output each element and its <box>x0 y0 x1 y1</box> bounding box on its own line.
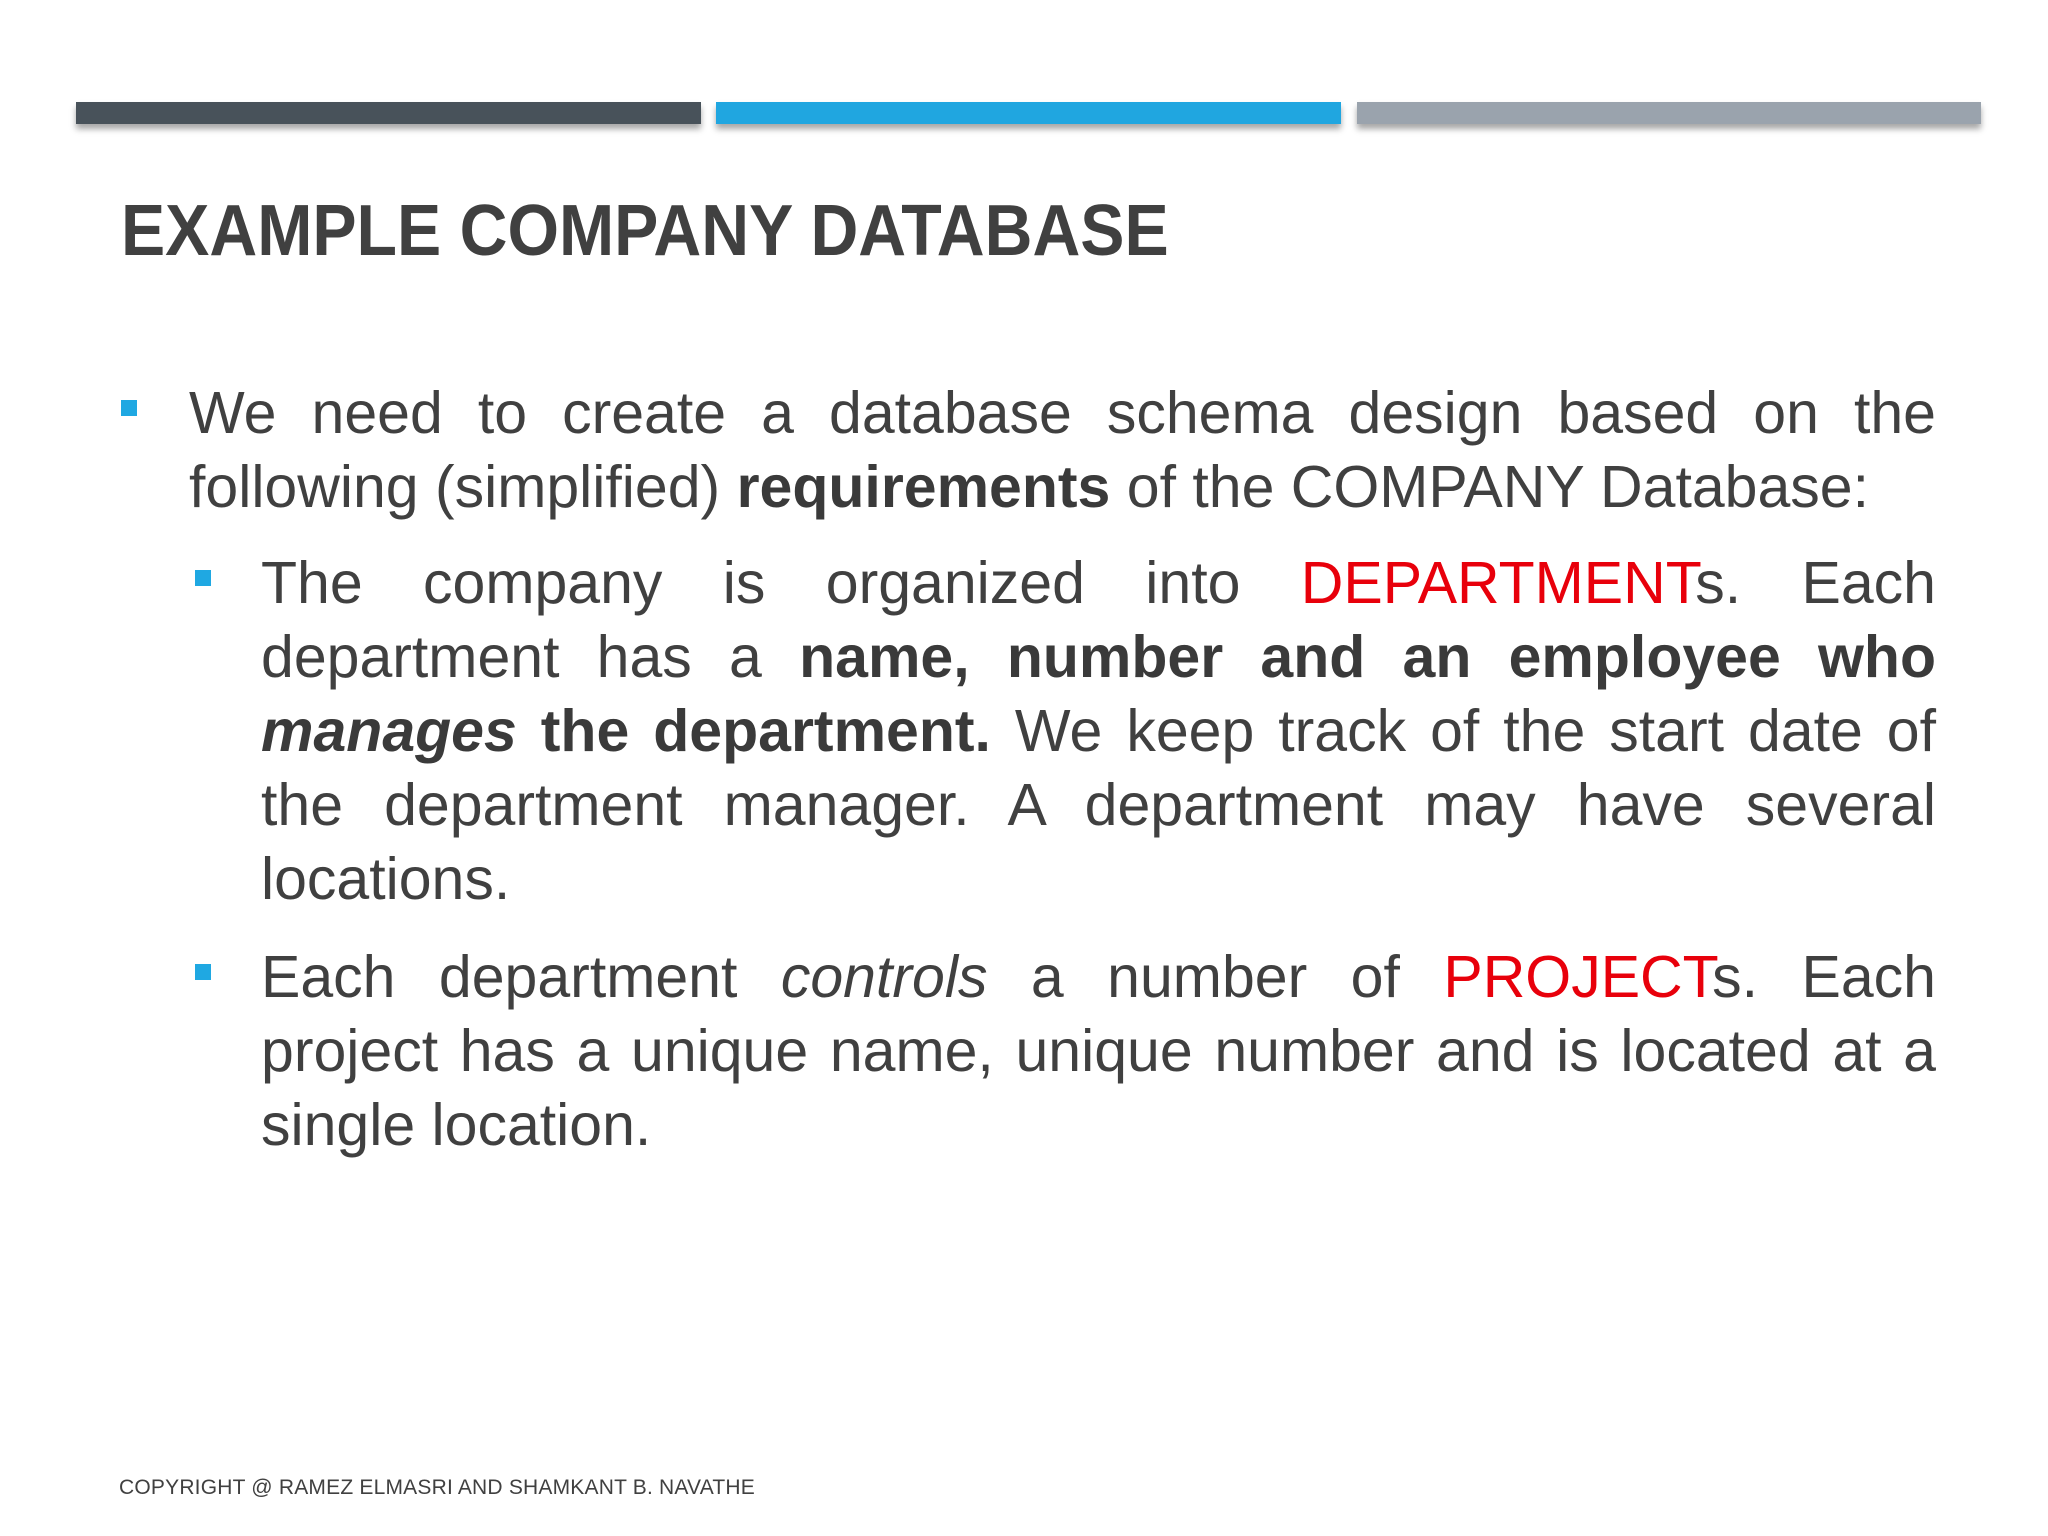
project-entity-highlight: PROJECT <box>1443 944 1713 1010</box>
footer-copyright: COPYRIGHT @ RAMEZ ELMASRI AND SHAMKANT B. NAVATHE <box>119 1476 755 1499</box>
slide-body <box>121 376 1936 1186</box>
square-bullet-icon <box>195 570 211 586</box>
header-bar-dark <box>76 102 701 124</box>
bullet-item-requirements: We need to create a database schema design based on the following (simplified) requirements of the COMPANY Database: <box>121 376 1936 524</box>
slide-title: EXAMPLE COMPANY DATABASE <box>121 191 1169 271</box>
square-bullet-icon <box>195 964 211 980</box>
bullet-item-projects: Each department controls a number of PROJECTs. Each project has a unique name, unique number and is located at a single location. <box>195 940 1936 1162</box>
bullet-item-departments: The company is organized into DEPARTMENTs. Each department has a name, number and an employee who manages the department. We keep track of the start date of the department manager. A department may have several locations. <box>195 546 1936 916</box>
header-bar-gray <box>1357 102 1981 124</box>
square-bullet-icon <box>121 400 137 416</box>
header-bar-blue <box>716 102 1341 124</box>
department-entity-highlight: DEPARTMENT <box>1300 550 1696 616</box>
